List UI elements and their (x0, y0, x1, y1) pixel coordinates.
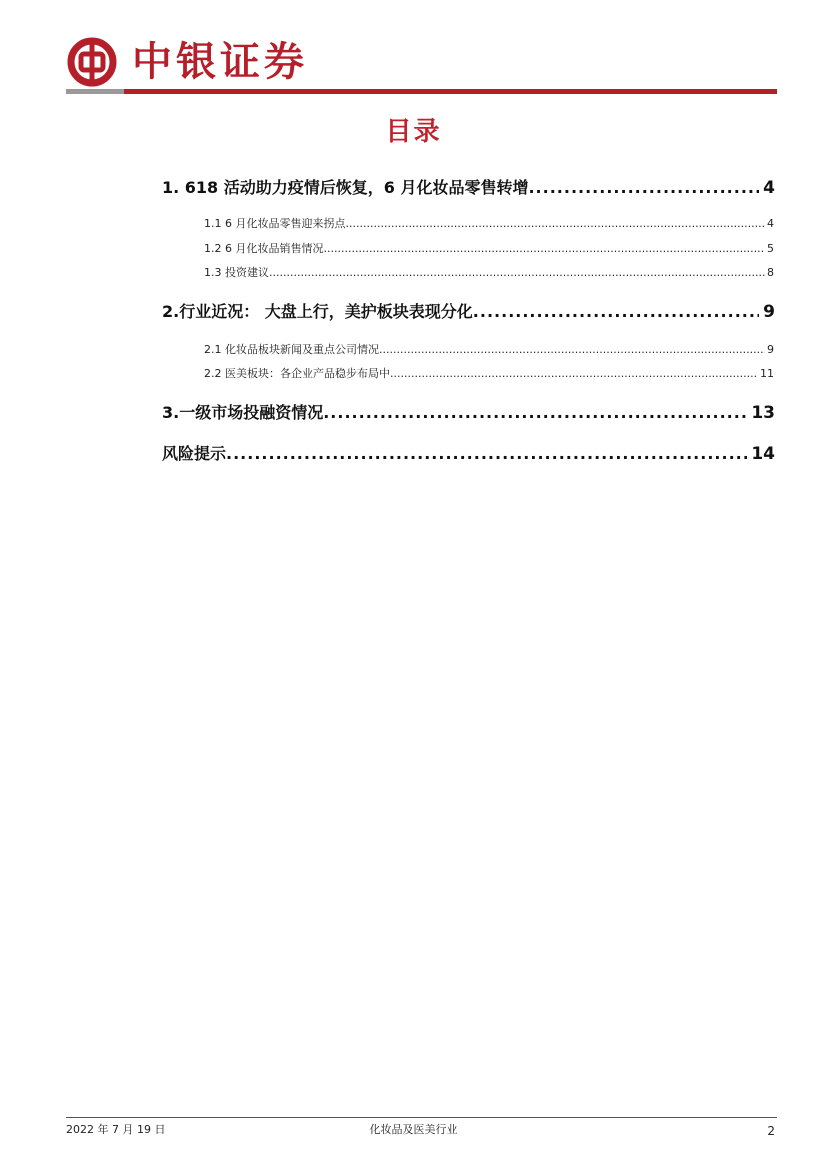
toc-entry-page: 5 (767, 242, 774, 255)
brand-name: 中银证券 (132, 38, 308, 85)
toc-entry[interactable] (204, 216, 774, 232)
toc-entry-label: 3.一级市场投融资情况 (162, 403, 324, 422)
header-divider (66, 89, 777, 94)
header-divider-accent (66, 89, 124, 94)
toc-entry-label: 1.2 6 月化妆品销售情况 (204, 242, 324, 255)
toc-entry[interactable] (162, 301, 775, 323)
toc-entry-page: 13 (751, 403, 775, 423)
toc-entry-page: 9 (767, 343, 774, 356)
footer-date: 2022 年 7 月 19 日 (66, 1123, 166, 1136)
toc-entry[interactable] (204, 265, 774, 281)
toc-entry[interactable] (204, 366, 774, 382)
toc-entry-label: 风险提示 (162, 444, 227, 463)
toc-entry[interactable] (204, 342, 774, 358)
bank-of-china-logo-icon (66, 36, 118, 88)
toc-entry[interactable] (162, 402, 775, 424)
toc-entry-page: 4 (763, 178, 775, 198)
toc-entry-label: 1.3 投资建议 (204, 266, 269, 279)
toc-leader-dots (226, 443, 747, 465)
toc-entry-label: 1.1 6 月化妆品零售迎来拐点 (204, 217, 346, 230)
footer-industry: 化妆品及医美行业 (369, 1123, 458, 1136)
toc-leader-dots (379, 342, 765, 358)
toc-leader-dots (323, 402, 747, 424)
toc-entry-label: 2.行业近况： 大盘上行，美护板块表现分化 (162, 302, 473, 321)
toc-leader-dots (269, 265, 765, 281)
toc-entry-label: 1. 618 活动助力疫情后恢复，6 月化妆品零售转增 (162, 178, 529, 197)
footer-divider (66, 1117, 777, 1118)
toc-entry-page: 11 (760, 367, 774, 380)
toc-title: 目录 (385, 117, 442, 147)
toc-leader-dots (390, 366, 758, 382)
toc-entry-label: 2.2 医美板块：各企业产品稳步布局中 (204, 367, 390, 380)
toc-leader-dots (324, 241, 766, 257)
toc-entry-page: 9 (763, 302, 775, 322)
toc-entry-page: 14 (751, 444, 775, 464)
toc-leader-dots (528, 177, 759, 199)
toc-entry-page: 4 (767, 217, 774, 230)
toc-leader-dots (346, 216, 766, 232)
page-header (66, 34, 777, 96)
toc-entry-page: 8 (767, 266, 774, 279)
toc-entry[interactable] (162, 177, 775, 199)
footer-page-number: 2 (767, 1124, 775, 1138)
toc-leader-dots (473, 301, 759, 323)
toc-entry-label: 2.1 化妆品板块新闻及重点公司情况 (204, 343, 379, 356)
toc-entry[interactable] (204, 241, 774, 257)
toc-entry[interactable] (162, 443, 775, 465)
